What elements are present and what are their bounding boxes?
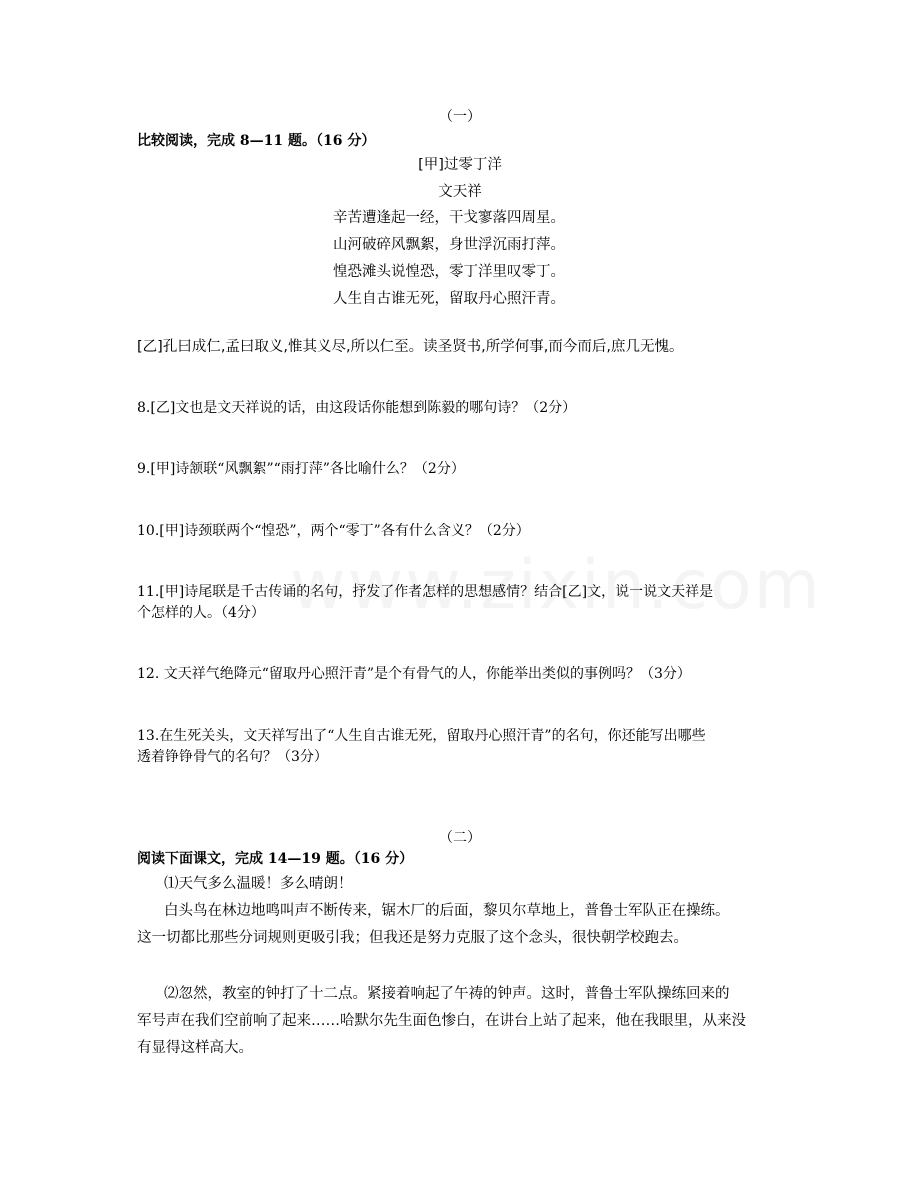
poem-line: 人生自古谁无死，留取丹心照汗青。 [333, 291, 565, 307]
paragraph-2-cont: 这一切都比那些分词规则更吸引我；但我还是努力克服了这个念头，很快朝学校跑去。 [137, 930, 688, 946]
poem-line: 辛苦遭逢起一经，干戈寥落四周星。 [333, 210, 565, 226]
poem-title: [甲]过零丁洋 [418, 157, 502, 173]
paragraph-1: ⑴天气多么温暖！多么晴朗！ [164, 876, 353, 892]
passage-b: [乙]孔曰成仁,孟曰取义,惟其义尽,所以仁至。读圣贤书,所学何事,而今而后,庶几无愧。 [137, 339, 684, 355]
section2-heading: （二） [439, 830, 481, 846]
question-8: 8.[乙]文也是文天祥说的话，由这段话你能想到陈毅的哪句诗？（2分） [137, 400, 577, 416]
question-12: 12. 文天祥气绝降元“留取丹心照汗青”是个有骨气的人，你能举出类似的事例吗？（3分） [137, 666, 691, 682]
paragraph-3-cont: 有显得这样高大。 [137, 1040, 253, 1056]
question-10: 10.[甲]诗颈联两个“惶恐”，两个“零丁”各有什么含义？（2分） [137, 523, 530, 539]
section1-instruction: 比较阅读，完成 8—11 题。（16 分） [137, 133, 376, 149]
section1-heading: （一） [439, 109, 481, 125]
paragraph-2: 白头鸟在林边地鸣叫声不断传来，锯木厂的后面，黎贝尔草地上，普鲁士军队正在操练。 [164, 903, 730, 919]
poem-line: 惶恐滩头说惶恐，零丁洋里叹零丁。 [333, 264, 565, 280]
poem-author: 文天祥 [438, 184, 482, 200]
question-13-cont: 透着铮铮骨气的名句？（3分） [137, 749, 328, 765]
section2-instruction: 阅读下面课文，完成 14—19 题。（16 分） [137, 851, 414, 867]
question-11-cont: 个怎样的人。（4分） [137, 605, 265, 621]
poem-line: 山河破碎风飘絮，身世浮沉雨打萍。 [333, 237, 565, 253]
paragraph-3-cont: 军号声在我们空前响了起来……哈默尔先生面色惨白，在讲台上站了起来，他在我眼里，从来没 [137, 1013, 746, 1029]
question-11: 11.[甲]诗尾联是千古传诵的名句，抒发了作者怎样的思想感情？结合[乙]文，说一说文天祥是 [137, 584, 714, 600]
question-13: 13.在生死关头，文天祥写出了“人生自古谁无死，留取丹心照汗青”的名句，你还能写出哪些 [137, 728, 706, 744]
paragraph-3: ⑵忽然，教室的钟打了十二点。紧接着响起了午祷的钟声。这时，普鲁士军队操练回来的 [164, 986, 730, 1002]
question-9: 9.[甲]诗颔联“风飘絮”“雨打萍”各比喻什么？（2分） [137, 461, 465, 477]
